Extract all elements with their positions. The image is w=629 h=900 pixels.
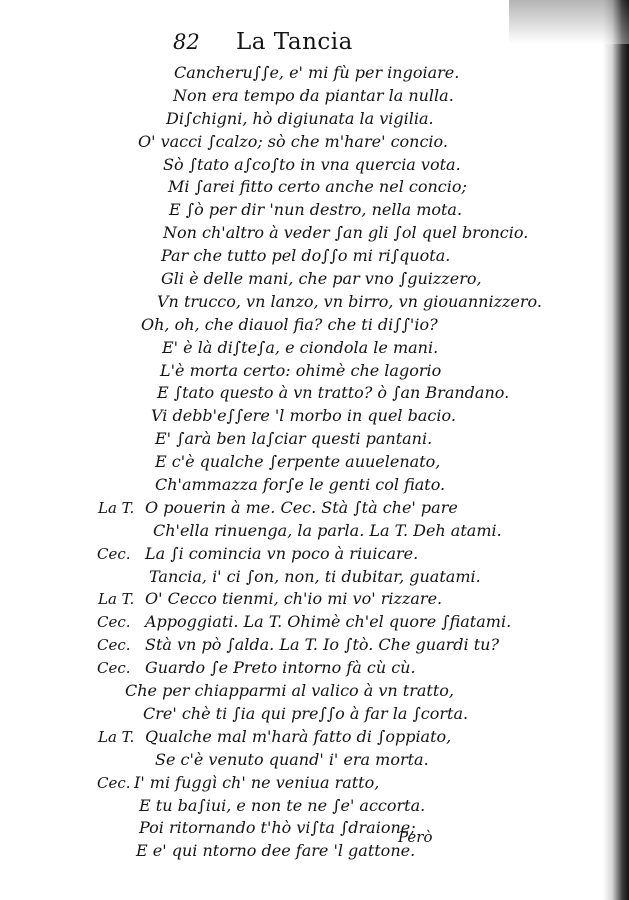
verse-line-text: Di∫chigni, hò digiunata la vigilia. xyxy=(166,108,434,128)
verse-line xyxy=(0,154,600,177)
verse-line xyxy=(0,199,600,222)
running-title: La Tancia xyxy=(236,29,353,55)
verse-line-text: E tu ba∫iui, e non te ne ∫e' accorta. xyxy=(139,795,426,815)
verse-line-text: I' mi fuggì ch' ne veniua ratto, xyxy=(134,772,380,792)
verse-line-text: Gli è delle mani, che par vno ∫guizzero, xyxy=(161,269,482,289)
verse-line xyxy=(0,817,600,840)
verse-line xyxy=(0,497,600,520)
verse-line xyxy=(0,795,600,818)
verse-line xyxy=(0,176,600,199)
verse-line-text: Guardo ∫e Preto intorno fà cù cù. xyxy=(145,658,416,678)
verse-line xyxy=(0,451,600,474)
speaker-label: Cec. xyxy=(97,544,131,563)
verse-line xyxy=(0,566,600,589)
verse-line xyxy=(0,657,600,680)
verse-line xyxy=(0,611,600,634)
verse-line xyxy=(0,772,600,795)
verse-line-text: Cancheru∫∫e, e' mi fù per ingoiare. xyxy=(174,63,460,82)
verse-line xyxy=(0,245,600,268)
verse-line xyxy=(0,382,600,405)
verse-line xyxy=(0,314,600,337)
verse-line-text: Par che tutto pel do∫∫o mi ri∫quota. xyxy=(161,246,451,266)
verse-line xyxy=(0,749,600,772)
verse-line-text: Stà vn pò ∫alda. La T. Io ∫tò. Che guardi tu? xyxy=(145,635,500,655)
page-number: 82 xyxy=(173,30,200,54)
verse-line-text: O pouerin à me. Cec. Stà ∫tà che' pare xyxy=(145,497,458,517)
verse-line-text: E' è là di∫te∫a, e ciondola le mani. xyxy=(162,337,439,357)
verse-line-text: Che per chiapparmi al valico à vn tratto, xyxy=(125,681,454,701)
verse-line-text: O' vacci ∫calzo; sò che m'hare' concio. xyxy=(138,131,448,151)
book-spine-shadow xyxy=(603,0,629,900)
verse-line-text: E c'è qualche ∫erpente auuelenato, xyxy=(155,452,441,472)
verse-line xyxy=(0,520,600,543)
verse-line-text: Non ch'altro à veder ∫an gli ∫ol quel broncio. xyxy=(163,223,529,243)
verse-line-text: Ch'ella rinuenga, la parla. La T. Deh atami. xyxy=(153,520,502,540)
speaker-label: La T. xyxy=(98,590,135,609)
speaker-label: La T. xyxy=(98,498,135,517)
verse-line xyxy=(0,291,600,314)
catchword: Però xyxy=(398,828,433,846)
verse-line xyxy=(0,85,600,108)
verse-text xyxy=(0,62,600,863)
verse-line-text: E ∫tato questo à vn tratto? ò ∫an Brandano. xyxy=(157,383,510,403)
verse-line-text: Appoggiati. La T. Ohimè ch'el quore ∫fiatami. xyxy=(145,612,512,632)
verse-line-text: Tancia, i' ci ∫on, non, ti dubitar, guatami. xyxy=(149,566,481,586)
verse-line xyxy=(0,108,600,131)
verse-line xyxy=(0,543,600,566)
page-header xyxy=(0,30,600,66)
verse-line xyxy=(0,726,600,749)
verse-line-text: Cre' chè ti ∫ia qui pre∫∫o à far la ∫corta. xyxy=(143,703,469,723)
verse-line xyxy=(0,222,600,245)
verse-line xyxy=(0,588,600,611)
verse-line xyxy=(0,337,600,360)
speaker-label: Cec. xyxy=(97,773,131,792)
verse-line xyxy=(0,474,600,497)
verse-line xyxy=(0,680,600,703)
verse-line-text: Qualche mal m'harà fatto di ∫oppiato, xyxy=(145,726,452,746)
speaker-label: Cec. xyxy=(97,636,131,655)
speaker-label: Cec. xyxy=(97,613,131,632)
verse-line-text: Non era tempo da piantar la nulla. xyxy=(173,85,454,105)
verse-line xyxy=(0,268,600,291)
verse-line-text: Sò ∫tato a∫co∫to in vna quercia vota. xyxy=(163,154,461,174)
verse-line-text: La ∫i comincia vn poco à riuicare. xyxy=(145,543,419,563)
verse-line-text: O' Cecco tienmi, ch'io mi vo' rizzare. xyxy=(145,589,443,609)
verse-line xyxy=(0,405,600,428)
verse-line-text: Vn trucco, vn lanzo, vn birro, vn giouannizzero. xyxy=(157,291,542,311)
speaker-label: La T. xyxy=(98,727,135,746)
verse-line-text: Oh, oh, che diauol fia? che ti di∫∫'io? xyxy=(141,314,438,334)
verse-line-text: E ∫ò per dir 'nun destro, nella mota. xyxy=(169,200,463,220)
verse-line xyxy=(0,703,600,726)
verse-line xyxy=(0,634,600,657)
verse-line-text: E e' qui ntorno dee fare 'l gattone. xyxy=(136,841,416,861)
verse-line-text: Mi ∫arei fitto certo anche nel concio; xyxy=(168,177,467,197)
verse-line-text: E' ∫arà ben la∫ciar questi pantani. xyxy=(155,429,433,449)
verse-line xyxy=(0,131,600,154)
verse-line xyxy=(0,840,600,863)
verse-line-text: Poi ritornando t'hò vi∫ta ∫draione; xyxy=(139,818,416,838)
verse-line-text: L'è morta certo: ohimè che lagorio xyxy=(160,360,442,380)
speaker-label: Cec. xyxy=(97,659,131,678)
verse-line xyxy=(0,428,600,451)
verse-line xyxy=(0,62,600,85)
verse-line-text: Se c'è venuto quand' i' era morta. xyxy=(155,749,429,769)
verse-line xyxy=(0,360,600,383)
verse-line-text: Vi debb'e∫∫ere 'l morbo in quel bacio. xyxy=(151,406,456,426)
verse-line-text: Ch'ammazza for∫e le genti col fiato. xyxy=(155,475,446,495)
